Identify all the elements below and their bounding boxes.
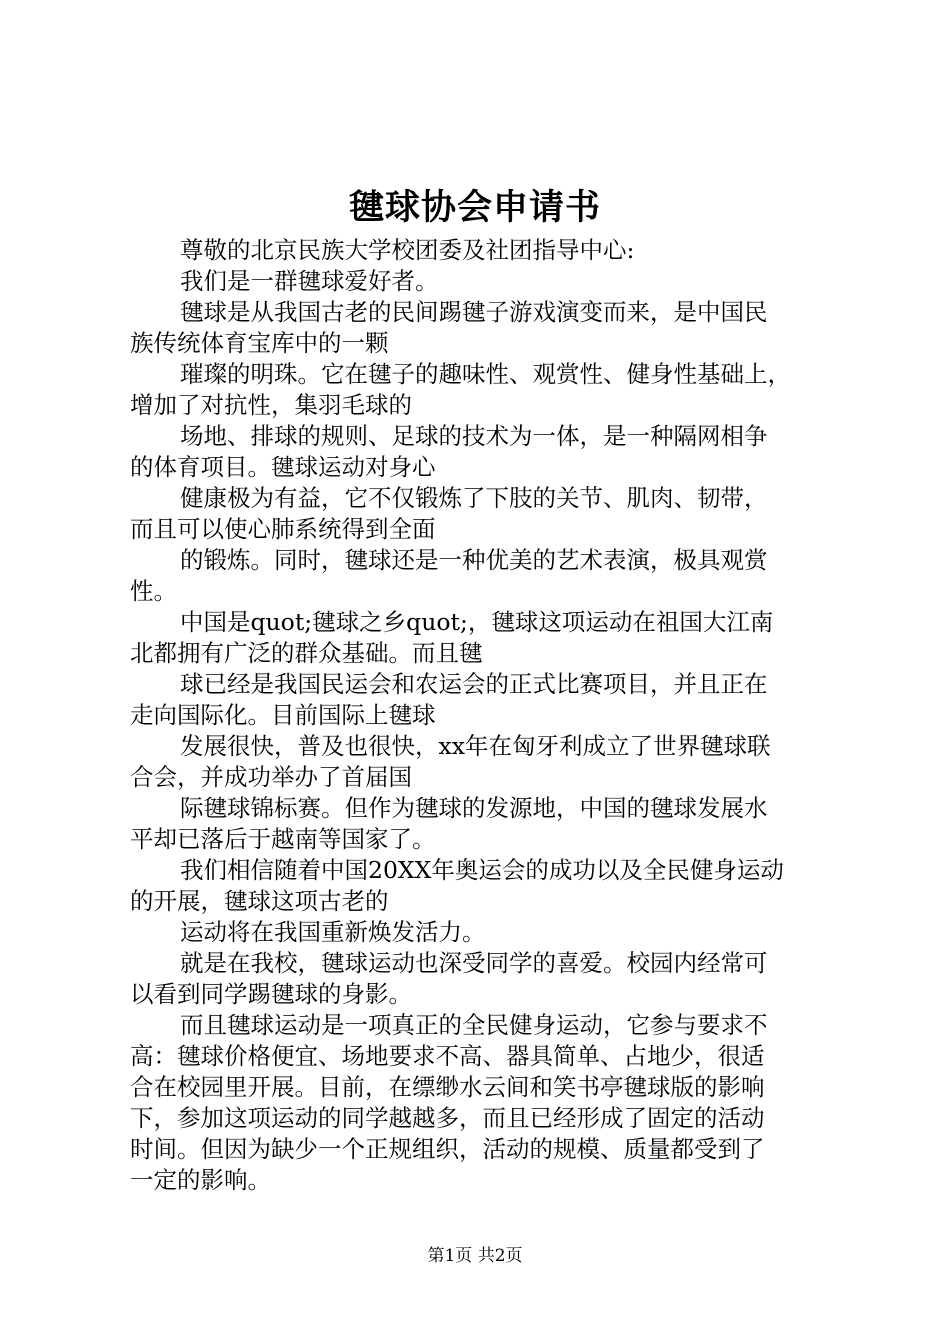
text-line: 以看到同学踢毽球的身影。 <box>130 980 412 1008</box>
text-line: 尊敬的北京民族大学校团委及社团指导中心: <box>180 236 635 264</box>
text-line: 健康极为有益，它不仅锻炼了下肢的关节、肌肉、韧带， <box>180 484 768 512</box>
document-title: 毽球协会申请书 <box>348 187 601 228</box>
page-footer: 第1页 共2页 <box>427 1246 523 1266</box>
text-line: 就是在我校，毽球运动也深受同学的喜爱。校园内经常可 <box>180 949 768 977</box>
document-body <box>130 235 830 1196</box>
text-line: 运动将在我国重新焕发活力。 <box>180 918 486 946</box>
text-line: 我们相信随着中国20XX年奥运会的成功以及全民健身运动 <box>180 856 784 884</box>
text-line: 合会，并成功举办了首届国 <box>130 763 412 791</box>
text-line: 走向国际化。目前国际上毽球 <box>130 701 436 729</box>
text-line: 场地、排球的规则、足球的技术为一体，是一种隔网相争 <box>180 422 768 450</box>
text-line: 的体育项目。毽球运动对身心 <box>130 453 436 481</box>
text-line: 球已经是我国民运会和农运会的正式比赛项目，并且正在 <box>180 670 768 698</box>
text-line: 发展很快，普及也很快，xx年在匈牙利成立了世界毽球联 <box>180 732 771 760</box>
text-line: 而且可以使心肺系统得到全面 <box>130 515 436 543</box>
text-line: 的锻炼。同时，毽球还是一种优美的艺术表演，极具观赏 <box>180 546 768 574</box>
text-line: 璀璨的明珠。它在毽子的趣味性、观赏性、健身性基础上， <box>180 360 791 388</box>
text-line: 的开展，毽球这项古老的 <box>130 887 389 915</box>
text-line: 北都拥有广泛的群众基础。而且毽 <box>130 639 483 667</box>
text-line: 下，参加这项运动的同学越越多，而且已经形成了固定的活动 <box>130 1104 765 1132</box>
text-line: 高：毽球价格便宜、场地要求不高、器具简单、占地少，很适 <box>130 1042 765 1070</box>
text-line: 性。 <box>130 577 177 605</box>
text-line: 族传统体育宝库中的一颗 <box>130 329 389 357</box>
text-line: 毽球是从我国古老的民间踢毽子游戏演变而来，是中国民 <box>180 298 768 326</box>
text-line: 合在校园里开展。目前，在缥缈水云间和笑书亭毽球版的影响 <box>130 1073 765 1101</box>
text-line: 我们是一群毽球爱好者。 <box>180 267 439 295</box>
text-line: 而且毽球运动是一项真正的全民健身运动，它参与要求不 <box>180 1011 768 1039</box>
text-line: 增加了对抗性，集羽毛球的 <box>130 391 412 419</box>
text-line: 平却已落后于越南等国家了。 <box>130 825 436 853</box>
text-line: 时间。但因为缺少一个正规组织，活动的规模、质量都受到了 <box>130 1135 765 1163</box>
text-line: 中国是quot;毽球之乡quot;，毽球这项运动在祖国大江南 <box>180 608 774 636</box>
text-line: 一定的影响。 <box>130 1166 271 1194</box>
text-line: 际毽球锦标赛。但作为毽球的发源地，中国的毽球发展水 <box>180 794 768 822</box>
